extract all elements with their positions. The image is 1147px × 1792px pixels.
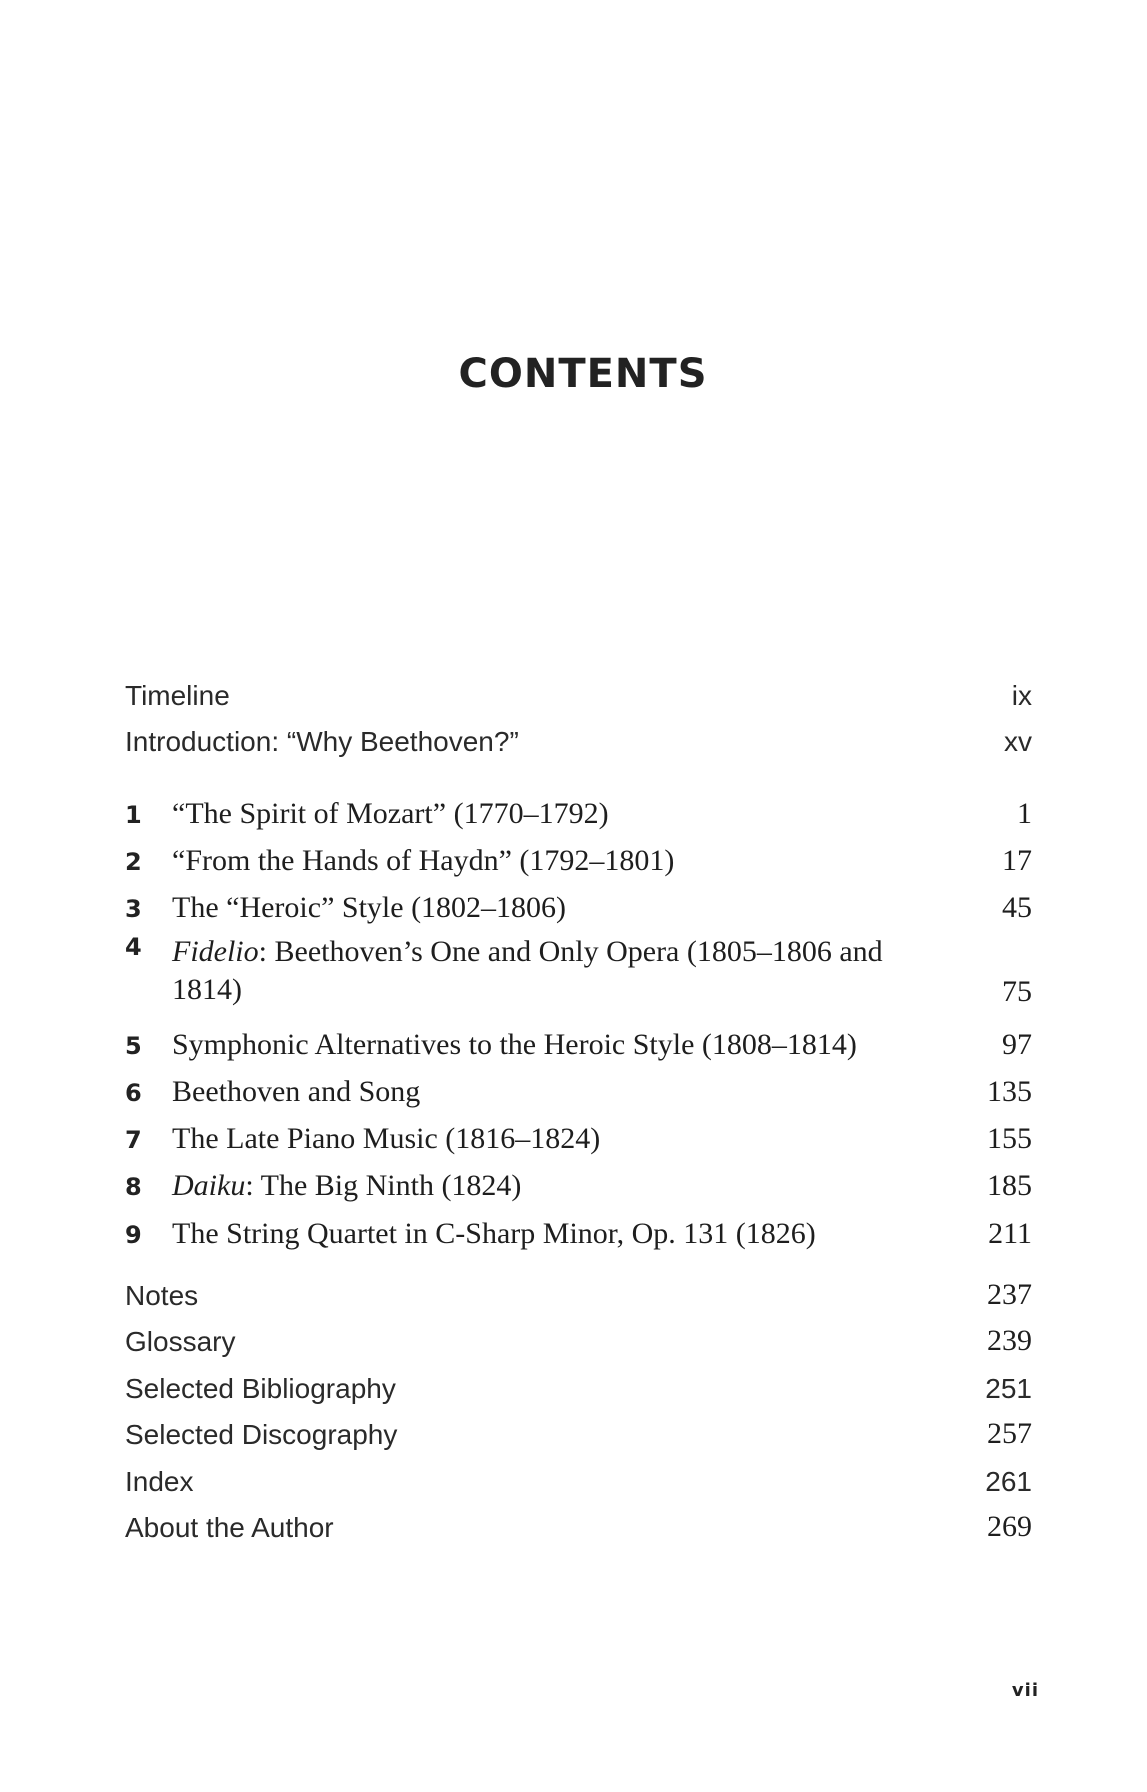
toc-entry-about-author[interactable] (125, 1500, 1032, 1544)
chapter-page: 1 (1017, 797, 1032, 830)
toc-entry-notes[interactable] (125, 1268, 1032, 1312)
chapter-page: 185 (987, 1169, 1032, 1202)
chapter-page: 45 (1002, 891, 1032, 924)
page-title: CONTENTS (458, 351, 708, 397)
toc-chapter-9[interactable] (125, 1207, 1032, 1251)
chapter-page: 17 (1002, 844, 1032, 877)
chapter-title: The String Quartet in C-Sharp Minor, Op. 131 (1826) (172, 1217, 816, 1250)
toc-entry-introduction[interactable] (125, 714, 1032, 758)
chapter-number: 7 (125, 1126, 142, 1154)
chapter-page: 211 (988, 1217, 1032, 1250)
chapter-title: “From the Hands of Haydn” (1792–1801) (172, 844, 675, 877)
chapter-title: Beethoven and Song (172, 1075, 421, 1108)
toc-entry-page: xv (1004, 726, 1032, 757)
toc-entry-page: 237 (987, 1278, 1032, 1311)
chapter-number: 1 (125, 801, 142, 829)
chapter-title-rest: : The Big Ninth (1824) (245, 1169, 522, 1202)
chapter-title-rest: : Beethoven’s One and Only Opera (1805–1806 and 1814) (172, 935, 883, 1006)
toc-entry-label: Notes (125, 1280, 199, 1311)
toc-entry-bibliography[interactable] (125, 1361, 1032, 1405)
chapter-title-italic: Daiku (172, 1169, 246, 1202)
toc-entry-page: 261 (985, 1466, 1032, 1497)
chapter-page: 75 (1002, 975, 1032, 1008)
chapter-page: 135 (987, 1075, 1032, 1108)
chapter-title (172, 933, 932, 1009)
toc-chapter-8[interactable] (125, 1159, 1032, 1203)
toc-entry-page: 239 (987, 1324, 1032, 1357)
toc-entry-page: 257 (987, 1417, 1032, 1450)
chapter-number: 3 (125, 895, 142, 923)
chapter-number: 5 (125, 1032, 142, 1060)
chapter-title-italic: Fidelio (172, 935, 259, 968)
toc-entry-label: Timeline (125, 680, 230, 711)
chapter-number: 6 (125, 1079, 142, 1107)
toc-entry-page: 251 (985, 1373, 1032, 1404)
chapter-number: 2 (125, 848, 142, 876)
toc-chapter-5[interactable] (125, 1018, 1032, 1062)
toc-entry-index[interactable] (125, 1454, 1032, 1498)
toc-entry-label: Selected Discography (125, 1419, 398, 1450)
toc-chapter-4[interactable] (125, 925, 1032, 1009)
toc-entry-label: Selected Bibliography (125, 1373, 396, 1404)
toc-chapter-3[interactable] (125, 881, 1032, 925)
chapter-number: 8 (125, 1173, 142, 1201)
chapter-page: 97 (1002, 1028, 1032, 1061)
toc-chapter-7[interactable] (125, 1112, 1032, 1156)
toc-chapter-6[interactable] (125, 1065, 1032, 1109)
toc-chapter-1[interactable] (125, 787, 1032, 831)
toc-entry-discography[interactable] (125, 1407, 1032, 1451)
chapter-number: 4 (125, 933, 142, 961)
page-number: vii (1011, 1680, 1039, 1701)
chapter-title: Symphonic Alternatives to the Heroic Style (1808–1814) (172, 1028, 857, 1061)
chapter-title (172, 1169, 521, 1203)
toc-chapter-2[interactable] (125, 834, 1032, 878)
toc-entry-label: Glossary (125, 1326, 236, 1357)
chapter-title: The “Heroic” Style (1802–1806) (172, 891, 567, 924)
toc-entry-page: ix (1011, 680, 1032, 711)
toc-entry-label: About the Author (125, 1512, 334, 1543)
chapter-title: The Late Piano Music (1816–1824) (172, 1122, 601, 1155)
toc-entry-label: Introduction: “Why Beethoven?” (125, 726, 519, 757)
toc-entry-page: 269 (987, 1510, 1032, 1543)
chapter-title: “The Spirit of Mozart” (1770–1792) (172, 797, 609, 830)
toc-entry-label: Index (125, 1466, 194, 1497)
chapter-number: 9 (125, 1221, 142, 1249)
toc-entry-timeline[interactable] (125, 668, 1032, 712)
toc-entry-glossary[interactable] (125, 1314, 1032, 1358)
chapter-page: 155 (987, 1122, 1032, 1155)
